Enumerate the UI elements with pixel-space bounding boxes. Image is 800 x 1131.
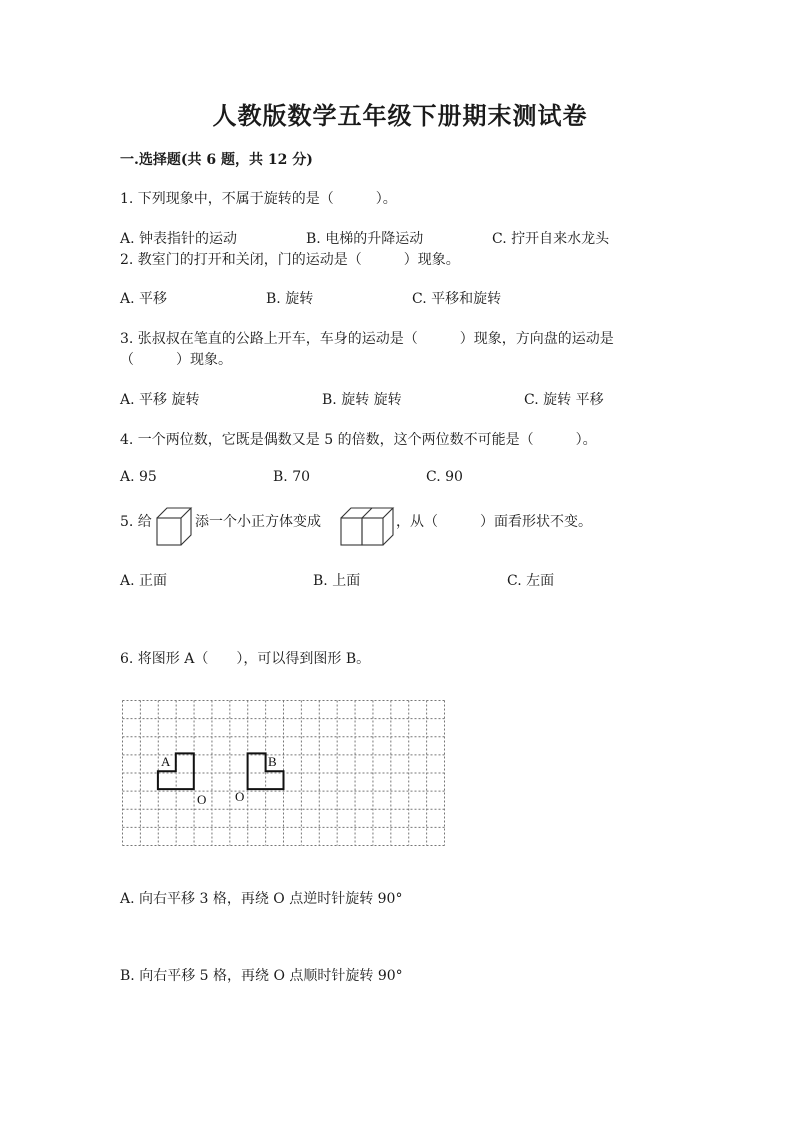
question-4-text: 4. 一个两位数，它既是偶数又是 5 的倍数，这个两位数不可能是（ ）。 [120, 432, 597, 448]
q1-option-b[interactable]: B. 电梯的升降运动 [306, 231, 424, 247]
q1-option-a[interactable]: A. 钟表指针的运动 [120, 231, 238, 247]
label-a: A [161, 754, 171, 769]
q1-option-c[interactable]: C. 拧开自来水龙头 [492, 231, 610, 247]
q3-option-c[interactable]: C. 旋转 平移 [524, 392, 604, 408]
shape-b [248, 753, 284, 789]
question-2-text: 2. 教室门的打开和关闭，门的运动是（ ）现象。 [120, 252, 460, 268]
question-6-text: 6. 将图形 A（ ），可以得到图形 B。 [120, 651, 371, 667]
q5-option-b[interactable]: B. 上面 [313, 573, 361, 589]
q3-option-a[interactable]: A. 平移 旋转 [120, 392, 200, 408]
question-1-text: 1. 下列现象中，不属于旋转的是（ ）。 [120, 191, 397, 207]
question-5-text-post: ，从（ ）面看形状不变。 [396, 514, 592, 530]
q5-option-a[interactable]: A. 正面 [120, 573, 168, 589]
q2-option-a[interactable]: A. 平移 [120, 291, 168, 307]
q4-option-c[interactable]: C. 90 [426, 469, 463, 485]
q4-option-a[interactable]: A. 95 [120, 469, 157, 485]
q3-option-b[interactable]: B. 旋转 旋转 [322, 392, 402, 408]
question-3-text: 3. 张叔叔在笔直的公路上开车，车身的运动是（ ）现象，方向盘的运动是 [120, 331, 614, 347]
q4-option-b[interactable]: B. 70 [273, 469, 311, 485]
rotation-grid-figure [122, 700, 445, 846]
q5-option-c[interactable]: C. 左面 [507, 573, 555, 589]
q2-option-c[interactable]: C. 平移和旋转 [412, 291, 502, 307]
question-5-text-mid: 添一个小正方体变成 [195, 514, 321, 530]
label-b: B [268, 754, 277, 769]
question-3-text-cont: （ ）现象。 [120, 352, 232, 368]
point-o-1: O [197, 792, 207, 807]
single-cube-figure [156, 507, 192, 547]
section-heading: 一.选择题(共 6 题，共 12 分) [120, 152, 313, 168]
question-5-text-pre: 5. 给 [120, 514, 152, 530]
page-title: 人教版数学五年级下册期末测试卷 [212, 101, 588, 130]
q2-option-b[interactable]: B. 旋转 [266, 291, 314, 307]
q6-option-b[interactable]: B. 向右平移 5 格，再绕 O 点顺时针旋转 90° [120, 968, 403, 984]
point-o-2: O [235, 789, 245, 804]
q6-option-a[interactable]: A. 向右平移 3 格，再绕 O 点逆时针旋转 90° [120, 891, 403, 907]
two-cube-figure [340, 507, 394, 547]
